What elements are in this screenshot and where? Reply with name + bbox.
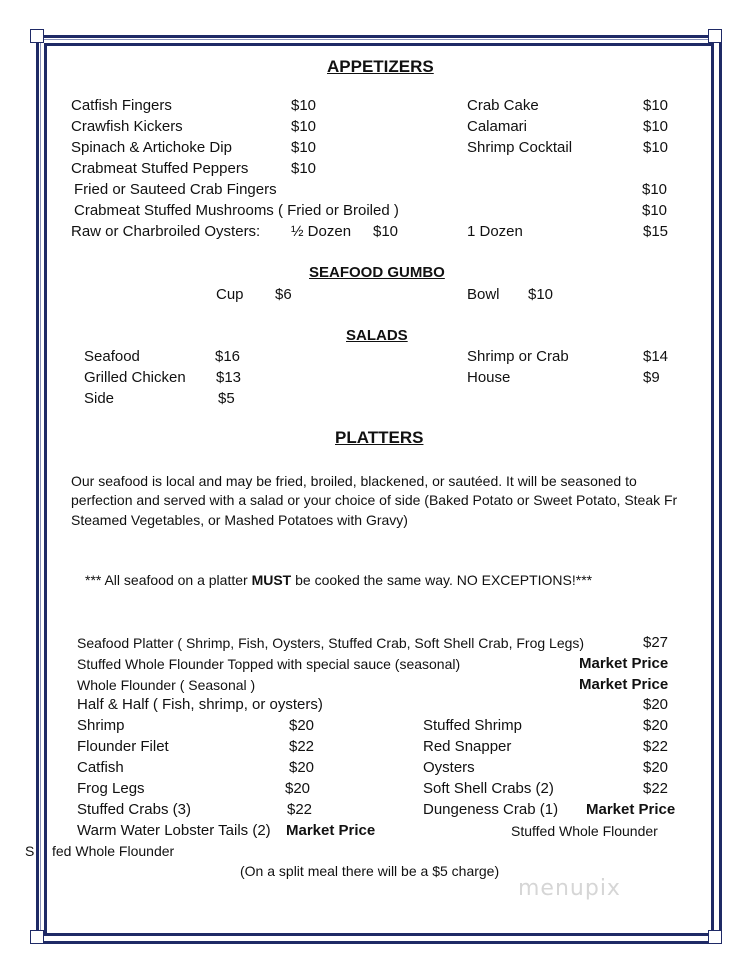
platter-red-snapper-name: Red Snapper [423,738,512,755]
platter-stuffed-crabs-price: $22 [287,801,313,818]
platter-soft-shell-price: $22 [643,780,669,797]
appetizer-spinach-name: Spinach & Artichoke Dip [71,139,232,156]
frame-corner-bottom-left [30,930,44,944]
salad-side-name: Side [84,390,115,407]
platter-stuffed-shrimp-name: Stuffed Shrimp [423,717,522,734]
platters-description-line-3: Steamed Vegetables, or Mashed Potatoes with Gravy) [71,512,408,528]
appetizer-crab-fingers-name: Fried or Sauteed Crab Fingers [74,181,277,198]
platter-soft-shell-name: Soft Shell Crabs (2) [423,780,554,797]
platter-lobster-name: Warm Water Lobster Tails (2) [77,822,271,839]
platter-half-half-name: Half & Half ( Fish, shrimp, or oysters) [77,696,323,713]
gumbo-bowl-price: $10 [528,286,554,303]
platters-notice [85,571,592,589]
platters-notice-must: MUST [251,572,292,588]
appetizer-shrimp-cocktail-name: Shrimp Cocktail [467,139,573,156]
appetizers-heading: APPETIZERS [327,57,434,76]
platter-lobster-price: Market Price [286,822,376,839]
appetizer-oysters-label: Raw or Charbroiled Oysters: [71,223,261,240]
frame-corner-top-right [708,29,722,43]
platters-heading: PLATTERS [335,428,424,447]
platters-description-line-2: perfection and served with a salad or your choice of side (Baked Potato or Sweet Potato, Steak Fr [71,492,678,508]
salad-side-price: $5 [218,390,235,407]
salad-house-price: $9 [643,369,660,386]
appetizer-stuffed-mushrooms-name: Crabmeat Stuffed Mushrooms ( Fried or Broiled ) [74,202,399,219]
frame-corner-bottom-right [708,930,722,944]
platter-whole-flounder-name: Whole Flounder ( Seasonal ) [77,677,256,693]
platter-oysters-name: Oysters [423,759,475,776]
appetizer-stuffed-peppers-price: $10 [291,160,317,177]
platter-flounder-filet-price: $22 [289,738,315,755]
platter-catfish-name: Catfish [77,759,124,776]
salad-shrimp-crab-price: $14 [643,348,669,365]
appetizer-catfish-price: $10 [291,97,317,114]
appetizer-oysters-dozen: 1 Dozen [467,223,523,240]
salad-house-name: House [467,369,511,386]
appetizer-stuffed-mushrooms-price: $10 [642,202,668,219]
menupix-watermark: menupix [518,876,621,901]
platter-stuffed-flounder-special-name: Stuffed Whole Flounder Topped with special sauce (seasonal) [77,656,461,672]
platter-half-half-price: $20 [643,696,669,713]
platters-notice-pre: *** All seafood on a platter [85,572,252,588]
gumbo-cup-label: Cup [216,286,244,303]
gumbo-cup-price: $6 [275,286,292,303]
appetizer-crawfish-price: $10 [291,118,317,135]
salad-shrimp-crab-name: Shrimp or Crab [467,348,569,365]
platter-stuffed-whole-flounder-left-a: S [25,843,35,859]
appetizer-oysters-dozen-price: $15 [643,223,669,240]
platter-stuffed-shrimp-price: $20 [643,717,669,734]
platter-whole-flounder-price: Market Price [579,676,669,693]
platter-dungeness-name: Dungeness Crab (1) [423,801,559,818]
appetizer-crab-cake-price: $10 [643,97,669,114]
platter-stuffed-whole-flounder-left-b: fed Whole Flounder [52,843,175,859]
gumbo-heading: SEAFOOD GUMBO [309,264,445,281]
platter-stuffed-whole-flounder-right: Stuffed Whole Flounder [511,823,658,839]
salad-grilled-chicken-price: $13 [216,369,242,386]
gumbo-bowl-label: Bowl [467,286,500,303]
platters-notice-post: be cooked the same way. NO EXCEPTIONS!*** [291,572,593,588]
salads-heading: SALADS [346,327,408,344]
appetizer-crab-fingers-price: $10 [642,181,668,198]
appetizer-shrimp-cocktail-price: $10 [643,139,669,156]
platter-shrimp-name: Shrimp [77,717,125,734]
appetizer-crawfish-name: Crawfish Kickers [71,118,183,135]
platter-stuffed-crabs-name: Stuffed Crabs (3) [77,801,191,818]
salad-seafood-price: $16 [215,348,241,365]
appetizer-calamari-price: $10 [643,118,669,135]
salad-seafood-name: Seafood [84,348,140,365]
appetizer-crab-cake-name: Crab Cake [467,97,539,114]
platter-frog-legs-name: Frog Legs [77,780,145,797]
platter-stuffed-flounder-special-price: Market Price [579,655,669,672]
appetizer-spinach-price: $10 [291,139,317,156]
appetizer-stuffed-peppers-name: Crabmeat Stuffed Peppers [71,160,249,177]
appetizer-oysters-half: ½ Dozen [291,223,352,240]
platter-catfish-price: $20 [289,759,315,776]
split-meal-note: (On a split meal there will be a $5 charge) [240,863,500,879]
platter-shrimp-price: $20 [289,717,315,734]
platter-flounder-filet-name: Flounder Filet [77,738,169,755]
appetizer-catfish-name: Catfish Fingers [71,97,172,114]
platters-description-line-1: Our seafood is local and may be fried, broiled, blackened, or sautéed. It will be seasoned to [71,473,637,489]
platter-seafood-platter-price: $27 [643,634,669,651]
salad-grilled-chicken-name: Grilled Chicken [84,369,186,386]
platter-frog-legs-price: $20 [285,780,311,797]
platter-oysters-price: $20 [643,759,669,776]
platter-red-snapper-price: $22 [643,738,669,755]
platter-seafood-platter-name: Seafood Platter ( Shrimp, Fish, Oysters, Stuffed Crab, Soft Shell Crab, Frog Legs) [77,635,585,651]
appetizer-oysters-half-price: $10 [373,223,399,240]
frame-corner-top-left [30,29,44,43]
platter-dungeness-price: Market Price [586,801,676,818]
appetizer-calamari-name: Calamari [467,118,528,135]
